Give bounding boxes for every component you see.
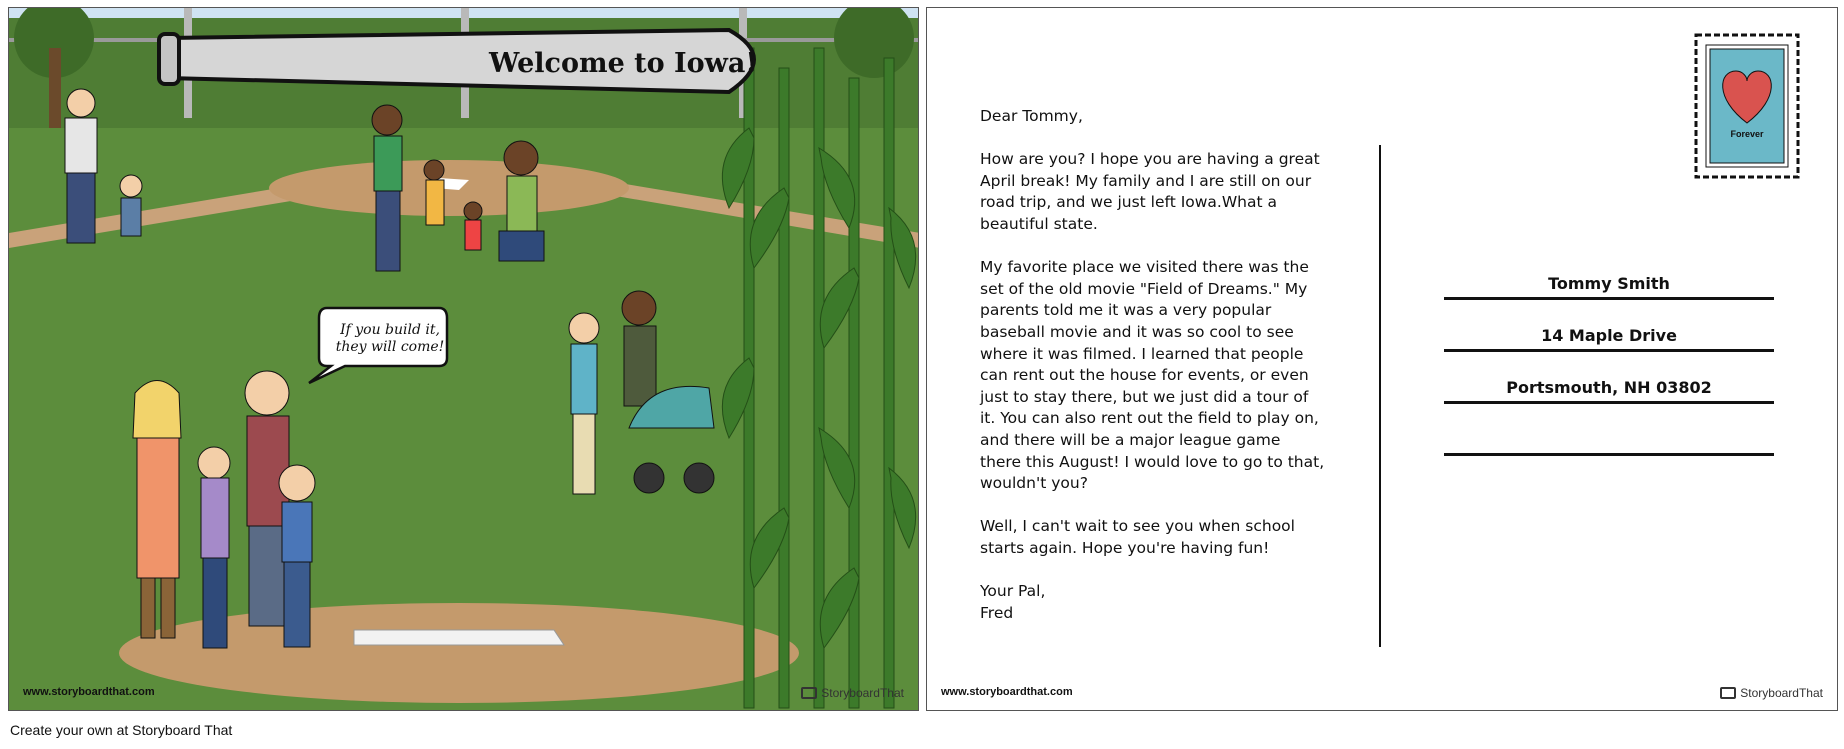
postcard-panel bbox=[926, 7, 1838, 711]
footer-link[interactable]: Create your own at Storyboard That bbox=[10, 722, 233, 738]
storyboardthat-logo bbox=[1720, 686, 1823, 700]
scene-title: Welcome to Iowa! bbox=[489, 48, 758, 79]
address-line-2: 14 Maple Drive bbox=[1444, 324, 1774, 352]
postcard-divider bbox=[1379, 145, 1381, 647]
address-line-1: Tommy Smith bbox=[1444, 272, 1774, 300]
letter-paragraph-1: How are you? I hope you are having a great April break! My family and I are still on our road trip, and we just left Iowa.What a beautiful state. bbox=[980, 150, 1320, 233]
letter-greeting: Dear Tommy, bbox=[980, 107, 1083, 125]
baseball-field-scene bbox=[9, 8, 919, 711]
address-line-3: Portsmouth, NH 03802 bbox=[1444, 376, 1774, 404]
letter-closing: Your Pal, bbox=[980, 582, 1046, 601]
storyboard-logo-icon bbox=[1720, 687, 1736, 699]
watermark-link[interactable]: www.storyboardthat.com bbox=[941, 686, 1073, 698]
cornfield bbox=[722, 48, 915, 708]
address-line-4 bbox=[1444, 428, 1774, 456]
logo-text: StoryboardThat bbox=[1740, 686, 1823, 700]
stamp-graphic bbox=[1694, 33, 1800, 179]
letter-paragraph-2: My favorite place we visited there was the set of the old movie "Field of Dreams." My parents told me it was a very popular baseball movie and it was so cool to see where it was filmed. I learned that people can rent out the house for events, or even just to stay there, but we just did a tour of it. You can also rent out the field to play on, and there will be a major league game there this August! I would love to go to that, wouldn't you? bbox=[980, 258, 1325, 493]
speech-bubble-text: If you build it, they will come! bbox=[335, 322, 445, 355]
logo-text: StoryboardThat bbox=[821, 686, 904, 700]
scene-panel bbox=[8, 7, 919, 711]
storyboard-logo-icon bbox=[801, 687, 817, 699]
letter-signature: Fred bbox=[980, 603, 1014, 622]
postage-stamp bbox=[1694, 33, 1800, 179]
stamp-label: Forever bbox=[1730, 129, 1764, 139]
letter-paragraph-3: Well, I can't wait to see you when school starts again. Hope you're having fun! bbox=[980, 517, 1295, 557]
letter bbox=[980, 106, 1325, 624]
storyboardthat-logo bbox=[801, 686, 904, 700]
watermark-link[interactable]: www.storyboardthat.com bbox=[23, 686, 155, 698]
